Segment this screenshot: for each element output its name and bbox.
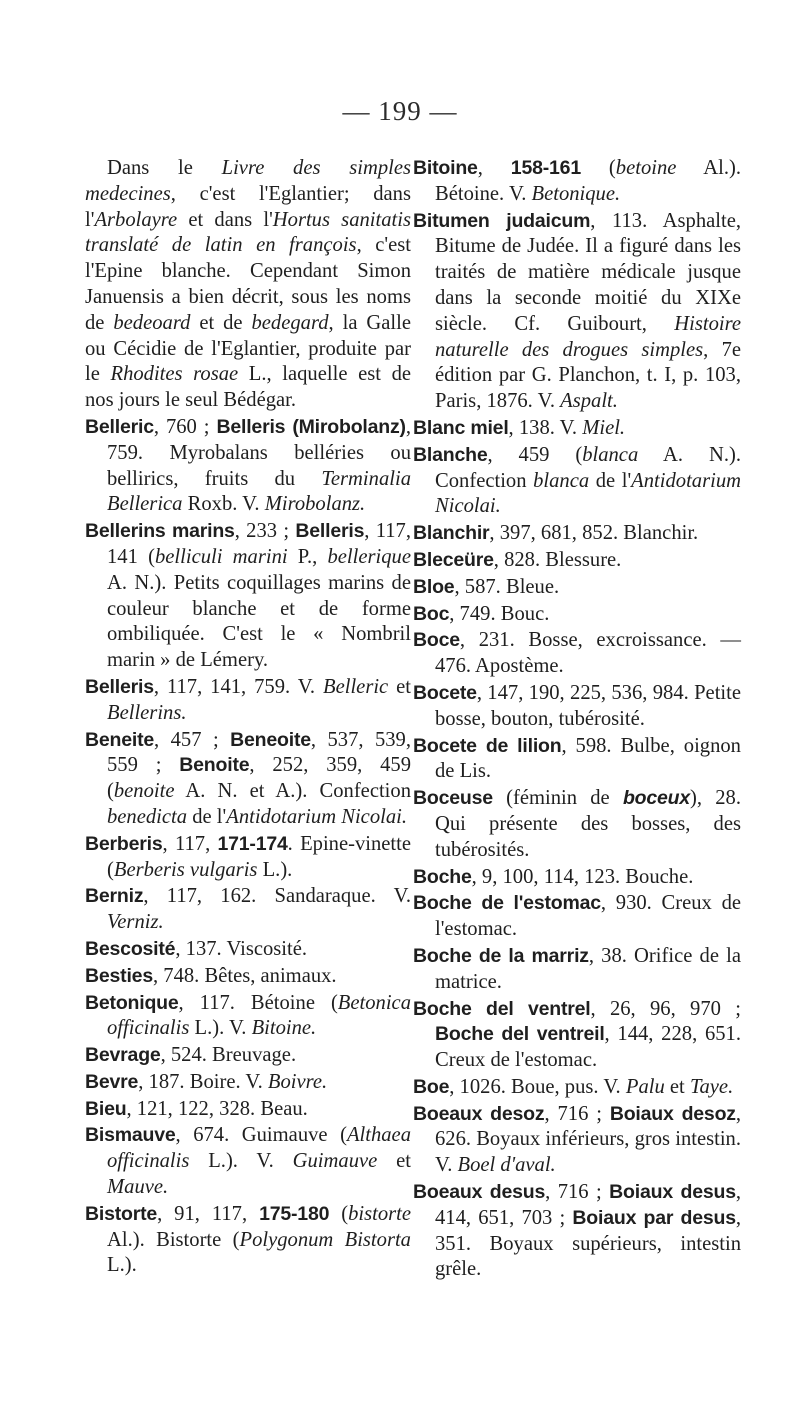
headword: Boce <box>413 629 460 652</box>
entry-text: de l' <box>589 469 632 492</box>
italic-text: Verniz. <box>107 911 164 934</box>
entry-text: , 117, 162. Sandaraque. V. <box>143 885 411 908</box>
italic-text: bellerique <box>327 545 411 568</box>
italic-text: Hortus sanitatis translaté de latin en françois <box>85 208 411 257</box>
italic-text: Aspalt. <box>560 390 618 413</box>
entry-text: . Epine-vinette ( <box>107 832 411 881</box>
entry-text: , 828. Blessure. <box>493 548 622 571</box>
headword: Belleric <box>85 415 154 438</box>
glossary-entry <box>413 602 741 628</box>
entry-text: et <box>388 675 411 698</box>
glossary-entry <box>85 937 411 963</box>
headword: Boceuse <box>413 787 493 810</box>
glossary-entry <box>413 416 741 442</box>
entry-text: , 252, 359, 459 ( <box>107 754 411 803</box>
italic-text: betoine <box>615 157 677 179</box>
headword: Belleris <box>295 520 365 543</box>
italic-text: Bitoine. <box>251 1017 317 1040</box>
entry-text: , 716 ; <box>545 1181 610 1204</box>
headword: Bevre <box>85 1070 139 1093</box>
headword: Berniz <box>85 885 144 908</box>
headword: Beneoite <box>230 728 311 751</box>
glossary-entry <box>413 443 741 520</box>
headword: Benoite <box>179 754 250 777</box>
headword: Belleris (Mirobolanz) <box>216 415 406 438</box>
continued-entry <box>85 156 411 414</box>
italic-text: Betonica officinalis <box>107 991 411 1040</box>
italic-text: Althaea officinalis <box>107 1124 411 1173</box>
headword: Blanche <box>413 443 488 466</box>
glossary-entry <box>413 865 741 891</box>
headword: Beneite <box>85 728 155 751</box>
headword: Bismauve <box>85 1124 176 1147</box>
entry-text: , 137. Viscosité. <box>175 937 308 960</box>
entry-text: , <box>477 157 511 179</box>
glossary-entry <box>85 991 411 1043</box>
entry-text: , 147, 190, 225, 536, 984. Petite bosse, bouton, tubérosité. <box>435 681 741 730</box>
headword: Bellerins marins <box>85 520 235 543</box>
italic-text: Histoire naturelle des drogues simples <box>435 312 741 361</box>
entry-text: , 397, 681, 852. Blanchir. <box>489 522 699 545</box>
entry-text: A. N. et A.). Confection <box>174 780 411 803</box>
headword: Blanc miel <box>413 416 509 439</box>
headword: Bocete de lilion <box>413 734 562 757</box>
entry-text: , c'est l'Epine blanche. Cependant Simon Januensis a bien décrit, sous les noms de <box>85 234 411 334</box>
entry-text: , 113. Asphalte, Bitume de Judée. Il a figuré dans les traités de matière médicale jusque dans la seconde moitié du XIXe siècle. Cf. Guibourt, <box>435 209 741 335</box>
entry-text: ), 28. Qui présente des bosses, des tubérosités. <box>435 787 741 861</box>
entry-text: , 587. Bleue. <box>454 575 560 598</box>
entry-text: et de <box>190 311 252 334</box>
italic-text: Taye. <box>689 1075 734 1098</box>
glossary-entry <box>413 891 741 943</box>
entry-text: , 38. Orifice de la matrice. <box>435 944 741 993</box>
entry-text: , c'est l'Eglantier; dans l' <box>85 182 411 231</box>
italic-text: blanca <box>533 469 590 492</box>
entry-text: , 9, 100, 114, 123. Bouche. <box>471 865 694 888</box>
glossary-entry <box>413 944 741 996</box>
headword: Boche del ventrel <box>413 997 591 1020</box>
glossary-entry <box>85 675 411 727</box>
headword: Bevrage <box>85 1044 161 1067</box>
entry-text: , 351. Boyaux supérieurs, intestin grêle. <box>435 1206 741 1281</box>
entry-text: P., <box>287 545 328 568</box>
entry-text: , 524. Breuvage. <box>160 1044 297 1067</box>
italic-text: Arbolayre <box>94 208 178 231</box>
entry-text: Dans le <box>107 157 222 179</box>
headword: 171-174 <box>217 832 288 855</box>
glossary-entry <box>85 884 411 936</box>
headword: Besties <box>85 964 153 987</box>
entry-text: , 187. Boire. V. <box>138 1070 268 1093</box>
entry-text: ( <box>580 157 616 179</box>
headword: Boche de l'estomac <box>413 892 601 915</box>
entry-text: , 117, 141, 759. V. <box>153 675 324 698</box>
entry-text: , 91, 117, <box>157 1202 260 1225</box>
headword: Boiaux desoz <box>609 1102 736 1125</box>
entry-text: , 760 ; <box>153 415 217 438</box>
glossary-entry <box>413 1102 741 1179</box>
headword: Boiaux desus <box>609 1181 736 1204</box>
left-column <box>85 156 411 1280</box>
page-number: — 199 — <box>342 96 458 126</box>
italic-text: Boivre. <box>267 1070 328 1093</box>
headword: Boe <box>413 1075 450 1098</box>
glossary-entry <box>85 1070 411 1096</box>
headword: Bescosité <box>85 937 176 960</box>
entry-text: , 1026. Boue, pus. V. <box>449 1075 626 1098</box>
entry-text: , 231. Bosse, excroissance. — 476. Apostème. <box>435 629 741 678</box>
entry-text: et dans l' <box>177 208 273 231</box>
entry-text: de l' <box>187 805 227 828</box>
entry-text: , 749. Bouc. <box>449 602 550 625</box>
entry-text: Roxb. V. <box>182 493 265 516</box>
glossary-entry <box>413 209 741 415</box>
glossary-entry <box>85 1123 411 1200</box>
entry-text: , 144, 228, 651. Creux de l'estomac. <box>435 1023 741 1072</box>
glossary-entry <box>413 681 741 733</box>
headword: Boeaux desus <box>413 1181 546 1204</box>
headword: Bitoine <box>413 157 478 179</box>
glossary-entry <box>413 156 741 208</box>
italic-text: benoite <box>113 780 175 803</box>
entry-text: Al.). Bétoine. V. <box>435 157 741 205</box>
italic-text: Boel d'aval. <box>457 1154 556 1177</box>
glossary-entry <box>413 628 741 680</box>
entry-text: , 598. Bulbe, oignon de Lis. <box>435 734 741 783</box>
entry-text: , 117, 141 ( <box>107 520 411 568</box>
italic-text: Antidotarium Nicolai. <box>435 469 741 518</box>
entry-text: , 7e édition par G. Planchon, t. I, p. 103, Paris, 1876. V. <box>435 338 742 413</box>
italic-text: benedicta <box>107 805 188 828</box>
entry-text: , 138. V. <box>508 416 583 439</box>
italic-text: Bellerins. <box>107 701 187 724</box>
headword: Betonique <box>85 991 179 1014</box>
entry-text: , 414, 651, 703 ; <box>435 1181 741 1229</box>
headword: 158-161 <box>510 157 581 179</box>
entry-text: , 26, 96, 970 ; <box>590 997 741 1020</box>
italic-text: Guimauve <box>292 1150 378 1173</box>
italic-text: Berberis vulgaris <box>113 858 258 881</box>
headword: Boiaux par desus <box>572 1206 736 1229</box>
headword: Boche <box>413 865 472 888</box>
glossary-entry <box>413 521 741 547</box>
headword: Bistorte <box>85 1202 158 1225</box>
glossary-entry <box>85 1043 411 1069</box>
headword: Bocete <box>413 681 477 704</box>
italic-text: belliculi marini <box>154 545 288 568</box>
entry-text: L.). <box>257 858 293 881</box>
headword: Boc <box>413 602 450 625</box>
entry-text: L.). <box>107 1254 137 1277</box>
entry-text: A. N.). Petits coquillages marins de couleur blanche et de forme ombiliquée. C'est le « Nombril marin » de Lémery. <box>107 571 411 672</box>
italic-text: Palu <box>625 1075 665 1098</box>
headword: 175-180 <box>259 1202 330 1225</box>
glossary-entry <box>85 964 411 990</box>
glossary-entry <box>413 1075 741 1101</box>
entry-text: (féminin de <box>492 787 623 810</box>
headword: Boche del ventreil <box>435 1023 605 1046</box>
glossary-entry <box>413 786 741 863</box>
italic-text: Miel. <box>582 416 626 439</box>
glossary-entry <box>85 415 411 518</box>
entry-text: , 457 ; <box>154 728 231 751</box>
headword: Bleceüre <box>413 548 494 571</box>
entry-text: , la Galle ou Cécidie de l'Eglantier, produite par le <box>85 311 411 386</box>
headword: Bieu <box>85 1097 127 1120</box>
glossary-entry <box>85 1097 411 1123</box>
entry-text: ( <box>329 1202 349 1225</box>
entry-text: , 233 ; <box>234 520 296 543</box>
italic-text: Polygonum Bistorta <box>239 1228 411 1251</box>
entry-text: , 674. Guimauve ( <box>175 1124 347 1147</box>
entry-text: et <box>377 1150 411 1173</box>
entry-text: L.). V. <box>189 1150 293 1173</box>
entry-text: , 537, 539, 559 ; <box>107 728 411 777</box>
italic-text: Rhodites rosae <box>110 363 239 386</box>
italic-text: Betonique. <box>531 182 621 205</box>
entry-text: , 716 ; <box>544 1102 610 1125</box>
entry-text: , 121, 122, 328. Beau. <box>126 1097 308 1120</box>
glossary-entry <box>413 997 741 1074</box>
italic-text: Belleric <box>323 675 389 698</box>
italic-text: Livre des simples medecines <box>85 157 411 205</box>
glossary-entry <box>85 519 411 674</box>
entry-text: , 117, <box>162 832 218 855</box>
glossary-entry <box>413 548 741 574</box>
headword: Boeaux desoz <box>413 1102 545 1125</box>
italic-text: Antidotarium Nicolai. <box>226 805 408 828</box>
glossary-entry <box>413 734 741 786</box>
headword: Bloe <box>413 575 455 598</box>
italic-text: Mauve. <box>107 1176 169 1199</box>
italic-text: bedeoard <box>113 311 191 334</box>
entry-text: , 748. Bêtes, animaux. <box>152 964 337 987</box>
headword-italic: boceux <box>622 787 691 810</box>
entry-text: , 117. Bétoine ( <box>178 991 338 1014</box>
glossary-entry <box>85 832 411 884</box>
italic-text: bedegard <box>251 311 329 334</box>
entry-text: Al.). Bistorte ( <box>107 1228 240 1251</box>
entry-text: , 459 ( <box>487 443 583 466</box>
entry-text: L., laquelle est de nos jours le seul Bédégar. <box>85 363 412 412</box>
entry-text: , 759. Myrobalans belléries ou bellirics, fruits du <box>107 415 411 490</box>
entry-text: , 626. Boyaux inférieurs, gros intestin. V. <box>435 1102 742 1177</box>
italic-text: blanca <box>582 443 639 466</box>
right-column <box>413 156 741 1284</box>
entry-text: , 930. Creux de l'estomac. <box>435 892 742 941</box>
entry-text: et <box>664 1075 690 1098</box>
glossary-entry <box>85 728 411 831</box>
entry-text: L.). V. <box>189 1017 252 1040</box>
glossary-entry <box>85 1202 411 1279</box>
italic-text: bistorte <box>348 1202 411 1225</box>
glossary-entry <box>413 1180 741 1283</box>
headword: Blanchir <box>413 522 490 545</box>
entry-text: A. N.). Confection <box>435 443 741 492</box>
italic-text: Terminalia Bellerica <box>107 467 411 516</box>
headword: Boche de la marriz <box>413 944 589 967</box>
headword: Bitumen judaicum <box>413 209 591 232</box>
italic-text: Mirobolanz. <box>264 493 366 516</box>
headword: Belleris <box>85 675 154 698</box>
glossary-entry <box>413 575 741 601</box>
headword: Berberis <box>85 832 163 855</box>
